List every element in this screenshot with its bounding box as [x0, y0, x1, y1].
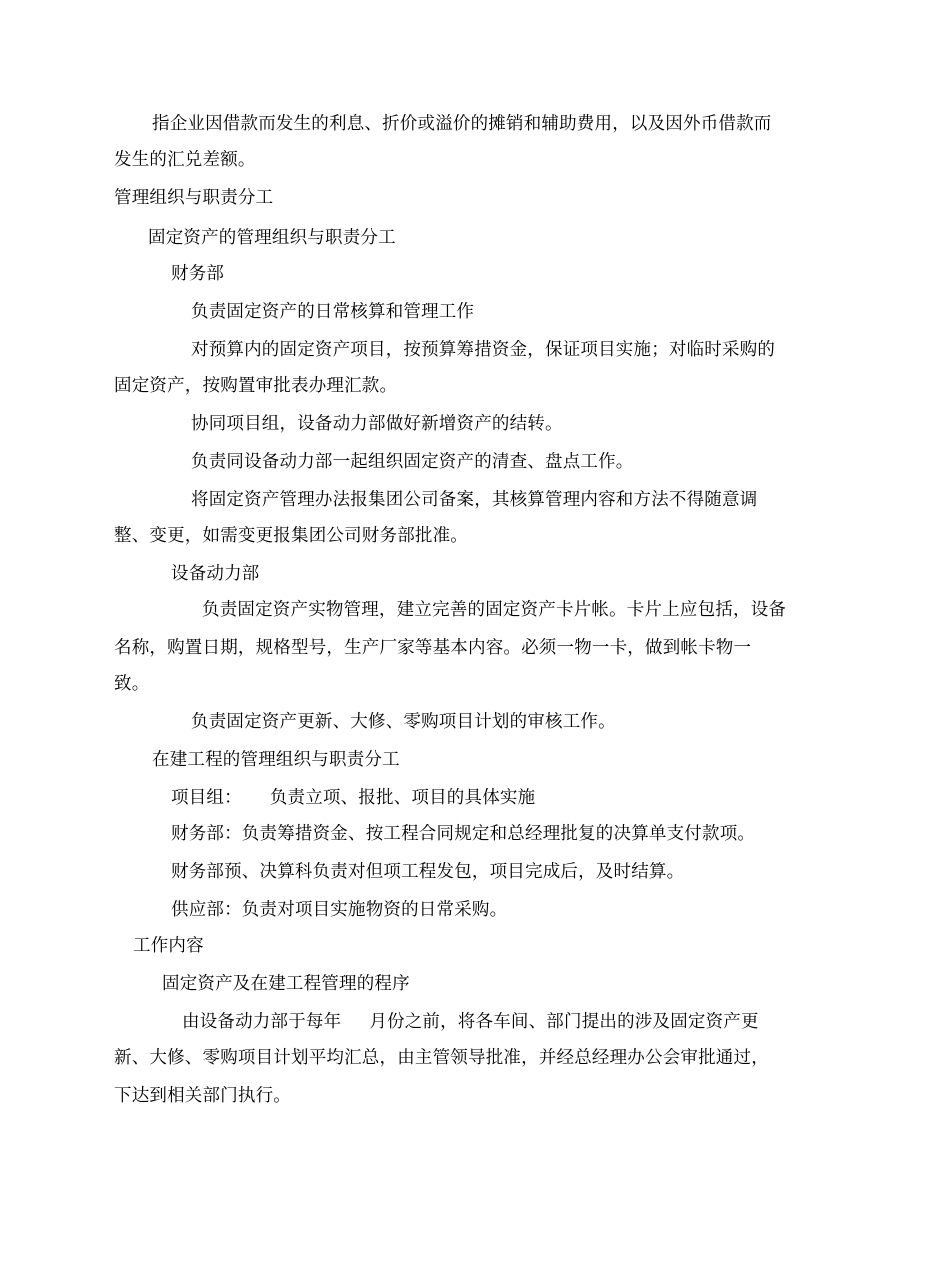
paragraph-line: 名称，购置日期，规格型号，生产厂家等基本内容。必须一物一卡，做到帐卡物一: [114, 638, 752, 658]
paragraph-line: 下达到相关部门执行。: [114, 1086, 291, 1106]
paragraph-line: 发生的汇兑差额。: [114, 150, 256, 170]
paragraph-line: 负责同设备动力部一起组织固定资产的清查、盘点工作。: [191, 452, 634, 472]
paragraph-line: 财务部：负责筹措资金、按工程合同规定和总经理批复的决算单支付款项。: [171, 824, 756, 844]
paragraph-line: 新、大修、零购项目计划平均汇总，由主管领导批准，并经总经理办公会审批通过，: [114, 1048, 769, 1068]
sub-subsection-heading: 设备动力部: [171, 564, 260, 584]
paragraph-line: 负责固定资产更新、大修、零购项目计划的审核工作。: [191, 712, 616, 732]
paragraph-line: 供应部：负责对项目实施物资的日常采购。: [171, 900, 508, 920]
paragraph-line: 致。: [114, 674, 150, 694]
paragraph-line: [182, 1010, 759, 1034]
paragraph-line: 财务部预、决算科负责对但项工程发包，项目完成后，及时结算。: [171, 862, 685, 882]
label-project-group: 项目组：: [171, 788, 242, 808]
paragraph-line: 对预算内的固定资产项目，按预算筹措资金，保证项目实施；对临时采购的: [191, 340, 776, 360]
paragraph-line: 固定资产，按购置审批表办理汇款。: [114, 376, 398, 396]
paragraph-line: 指企业因借款而发生的利息、折价或溢价的摊销和辅助费用，以及因外币借款而: [152, 114, 772, 134]
subsection-heading: 在建工程的管理组织与职责分工: [152, 750, 400, 770]
paragraph-line: 协同项目组，设备动力部做好新增资产的结转。: [191, 414, 563, 434]
paragraph-line: 负责固定资产的日常核算和管理工作: [191, 302, 475, 322]
section-heading: 管理组织与职责分工: [114, 188, 274, 208]
text-part-2: 月份之前，将各车间、部门提出的涉及固定资产更: [369, 1012, 759, 1032]
sub-subsection-heading: 财务部: [171, 264, 225, 284]
subsection-heading: 固定资产及在建工程管理的程序: [162, 974, 410, 994]
text-project-group: 负责立项、报批、项目的具体实施: [269, 788, 536, 808]
paragraph-line: [171, 786, 535, 810]
paragraph-line: 负责固定资产实物管理，建立完善的固定资产卡片帐。卡片上应包括，设备: [202, 600, 787, 620]
paragraph-line: 将固定资产管理办法报集团公司备案，其核算管理内容和方法不得随意调: [191, 490, 758, 510]
section-heading: 工作内容: [133, 936, 204, 956]
subsection-heading: 固定资产的管理组织与职责分工: [148, 228, 396, 248]
text-part-1: 由设备动力部于每年: [182, 1012, 342, 1032]
paragraph-line: 整、变更，如需变更报集团公司财务部批准。: [114, 526, 468, 546]
